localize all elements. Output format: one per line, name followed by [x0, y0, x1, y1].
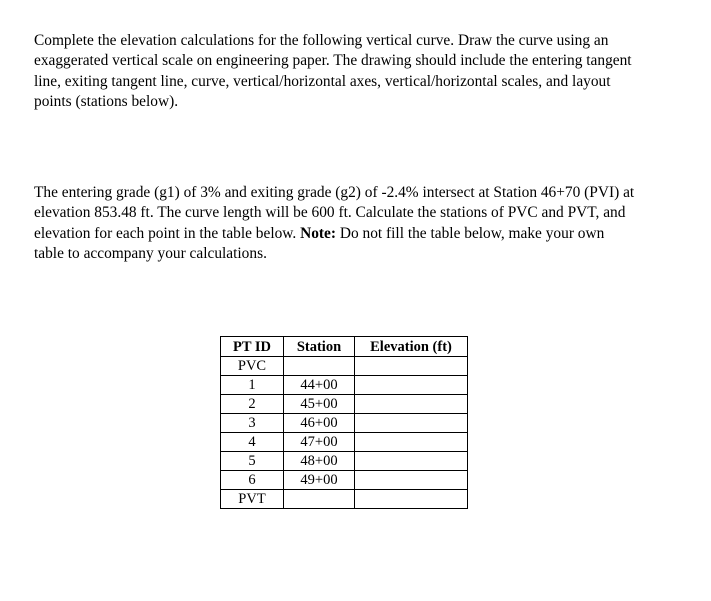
- station-cell: 47+00: [284, 433, 355, 452]
- elevation-cell: [355, 433, 468, 452]
- station-cell: [284, 357, 355, 376]
- pt-id-cell: 6: [221, 471, 284, 490]
- header-elevation: Elevation (ft): [355, 337, 468, 357]
- instructions-line-3: line, exiting tangent line, curve, vertical/horizontal axes, vertical/horizontal scales, and layout: [34, 72, 611, 90]
- instructions-paragraph: [34, 31, 674, 112]
- station-cell: 46+00: [284, 414, 355, 433]
- table-row: [221, 471, 468, 490]
- table-row: [221, 433, 468, 452]
- elevation-cell: [355, 376, 468, 395]
- pt-id-cell: 3: [221, 414, 284, 433]
- points-table: [220, 336, 468, 509]
- table-row: [221, 490, 468, 509]
- pt-id-cell: 2: [221, 395, 284, 414]
- note-label: Note:: [300, 224, 337, 242]
- elevation-cell: [355, 452, 468, 471]
- station-cell: [284, 490, 355, 509]
- table-row: [221, 357, 468, 376]
- elevation-cell: [355, 471, 468, 490]
- elevation-cell: [355, 490, 468, 509]
- pt-id-cell: 1: [221, 376, 284, 395]
- table-row: [221, 376, 468, 395]
- table-header-row: [221, 337, 468, 357]
- table-row: [221, 414, 468, 433]
- table-row: [221, 395, 468, 414]
- header-pt-id: PT ID: [221, 337, 284, 357]
- header-station: Station: [284, 337, 355, 357]
- elevation-cell: [355, 414, 468, 433]
- station-cell: 49+00: [284, 471, 355, 490]
- pt-id-cell: PVC: [221, 357, 284, 376]
- station-cell: 45+00: [284, 395, 355, 414]
- problem-line-2: elevation 853.48 ft. The curve length will be 600 ft. Calculate the stations of PVC and PVT, and: [34, 204, 626, 222]
- problem-line-3-start: elevation for each point in the table below.: [34, 224, 301, 242]
- problem-line-3-end: Do not fill the table below, make your own: [336, 224, 605, 242]
- elevation-cell: [355, 357, 468, 376]
- instructions-line-1: Complete the elevation calculations for the following vertical curve. Draw the curve using an: [34, 32, 609, 49]
- elevation-cell: [355, 395, 468, 414]
- station-cell: 44+00: [284, 376, 355, 395]
- station-cell: 48+00: [284, 452, 355, 471]
- problem-statement-paragraph: [34, 183, 674, 264]
- pt-id-cell: 4: [221, 433, 284, 452]
- pt-id-cell: 5: [221, 452, 284, 471]
- problem-line-1: The entering grade (g1) of 3% and exiting grade (g2) of -2.4% intersect at Station 46+70 (PVI) at: [34, 184, 635, 201]
- instructions-line-4: points (stations below).: [34, 92, 179, 110]
- instructions-line-2: exaggerated vertical scale on engineering paper. The drawing should include the entering tangent: [34, 52, 632, 70]
- problem-line-4: table to accompany your calculations.: [34, 244, 267, 262]
- pt-id-cell: PVT: [221, 490, 284, 509]
- table-row: [221, 452, 468, 471]
